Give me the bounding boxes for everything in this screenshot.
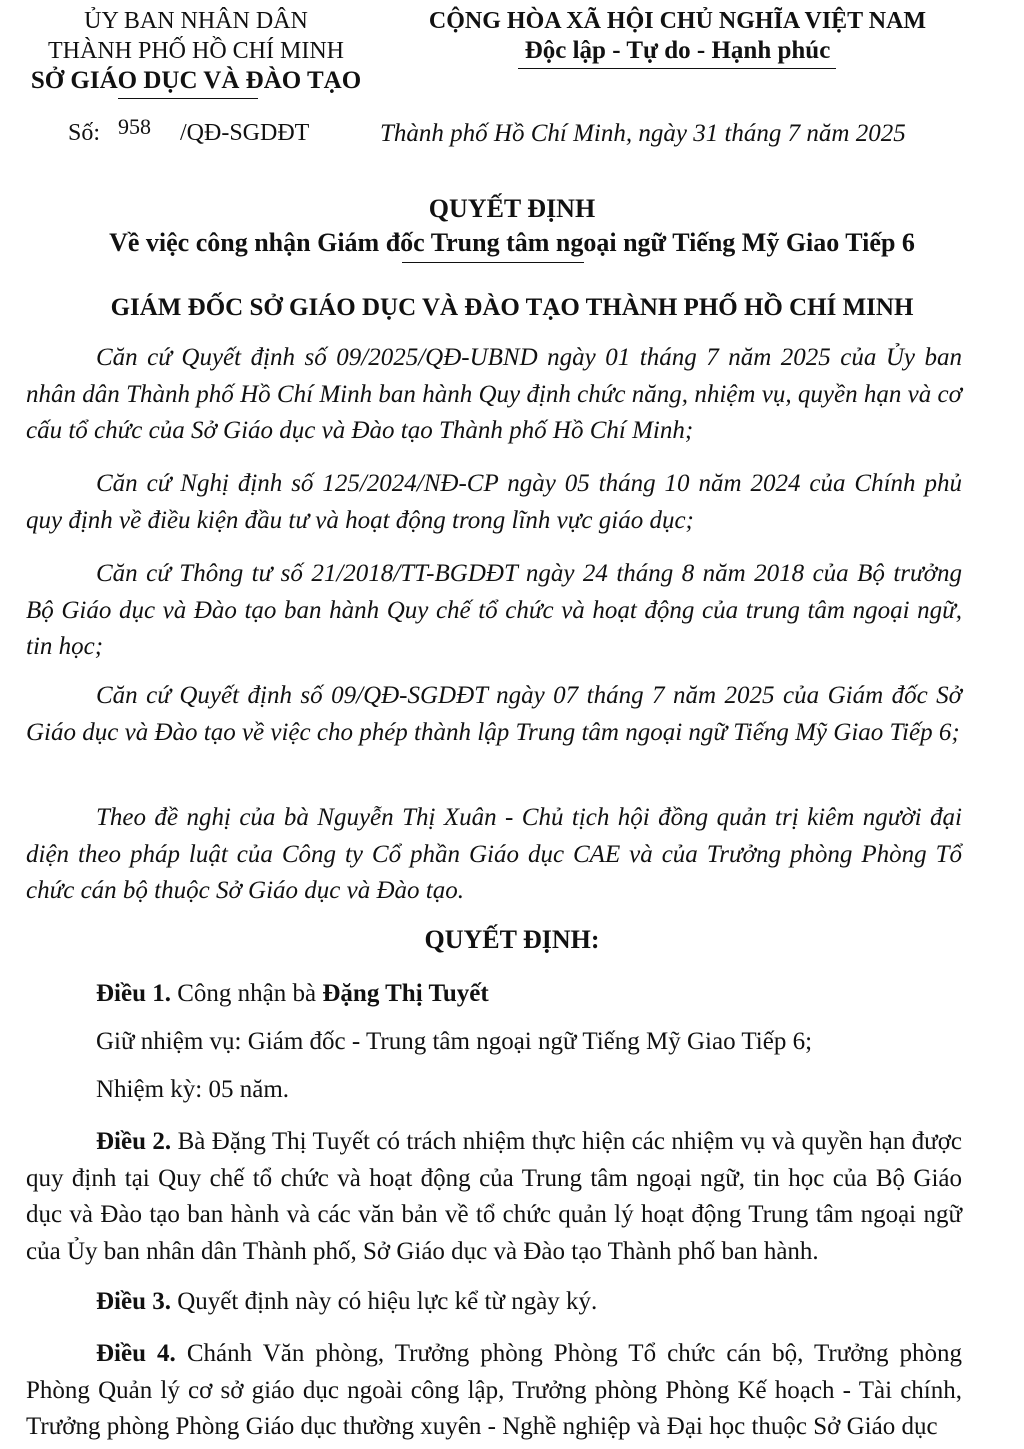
doc-subject: Về việc công nhận Giám đốc Trung tâm ngoại ngữ Tiếng Mỹ Giao Tiếp 6: [109, 228, 915, 257]
agency-underline: [118, 98, 258, 99]
article-4-label: Điều 4.: [96, 1340, 176, 1367]
issuing-agency: [20, 6, 372, 96]
preamble-1: Căn cứ Quyết định số 09/2025/QĐ-UBND ngày 01 tháng 7 năm 2025 của Ủy ban nhân dân Thành phố Hồ Chí Minh ban hành Quy định chức năng, nhiệm vụ, quyền hạn và cơ cấu tổ chức của Sở Giáo dục và Đào tạo Thành phố Hồ Chí Minh;: [26, 344, 962, 444]
motto-underline: [518, 68, 836, 69]
subject-underline: [402, 262, 584, 263]
article-2-text: Bà Đặng Thị Tuyết có trách nhiệm thực hiện các nhiệm vụ và quyền hạn được quy định tại Quy chế tổ chức và hoạt động của Trung tâm ngoại ngữ, tin học của Bộ Giáo dục và Đào tạo ban hành và các văn bản về tổ chức quản lý hoạt động Trung tâm ngoại ngữ của Ủy ban nhân dân Thành phố, Sở Giáo dục và Đào tạo Thành phố ban hành.: [26, 1128, 963, 1265]
authority-heading: GIÁM ĐỐC SỞ GIÁO DỤC VÀ ĐÀO TẠO THÀNH PHỐ HỒ CHÍ MINH: [110, 294, 914, 321]
doc-number: 958: [118, 114, 151, 139]
doc-number-prefix: Số:: [68, 120, 101, 146]
article-4-text: Chánh Văn phòng, Trưởng phòng Phòng Tổ chức cán bộ, Trưởng phòng Phòng Quản lý cơ sở giáo dục ngoài công lập, Trưởng phòng Phòng Kế hoạch - Tài chính, Trưởng phòng Phòng Giáo dục thường xuyên - Nghề nghiệp và Đại học thuộc Sở Giáo dục: [26, 1340, 963, 1440]
article-1-text: Công nhận bà: [177, 980, 317, 1007]
national-motto: [400, 6, 955, 66]
dateline: Thành phố Hồ Chí Minh, ngày 31 tháng 7 năm 2025: [380, 120, 906, 147]
decision-heading: QUYẾT ĐỊNH:: [424, 925, 600, 954]
appointee-name: Đặng Thị Tuyết: [322, 980, 489, 1007]
article-2: [26, 1124, 962, 1270]
article-3: [26, 1284, 962, 1321]
article-3-label: Điều 3.: [96, 1288, 171, 1315]
article-4: [26, 1336, 962, 1446]
doc-number-suffix: /QĐ-SGDĐT: [180, 120, 310, 146]
country-name: CỘNG HÒA XÃ HỘI CHỦ NGHĨA VIỆT NAM: [428, 8, 927, 34]
motto: Độc lập - Tự do - Hạnh phúc: [524, 37, 831, 64]
preamble-3: Căn cứ Thông tư số 21/2018/TT-BGDĐT ngày 24 tháng 8 năm 2018 của Bộ trưởng Bộ Giáo dục và Đào tạo ban hành Quy chế tổ chức và hoạt động của trung tâm ngoại ngữ, tin học;: [26, 560, 962, 660]
article-3-text: Quyết định này có hiệu lực kể từ ngày ký.: [177, 1288, 598, 1315]
agency-line-3: SỞ GIÁO DỤC VÀ ĐÀO TẠO: [30, 67, 362, 94]
agency-line-2: THÀNH PHỐ HỒ CHÍ MINH: [48, 38, 344, 64]
article-2-label: Điều 2.: [96, 1128, 172, 1155]
agency-line-1: ỦY BAN NHÂN DÂN: [84, 8, 308, 34]
article-1-label: Điều 1.: [96, 980, 171, 1007]
doc-type-title: QUYẾT ĐỊNH: [428, 194, 596, 223]
article-1-term: Nhiệm kỳ: 05 năm.: [96, 1076, 290, 1103]
preamble-2: Căn cứ Nghị định số 125/2024/NĐ-CP ngày 05 tháng 10 năm 2024 của Chính phủ quy định về điều kiện đầu tư và hoạt động trong lĩnh vực giáo dục;: [26, 470, 962, 534]
preamble-4: Căn cứ Quyết định số 09/QĐ-SGDĐT ngày 07 tháng 7 năm 2025 của Giám đốc Sở Giáo dục và Đào tạo về việc cho phép thành lập Trung tâm ngoại ngữ Tiếng Mỹ Giao Tiếp 6;: [26, 682, 962, 746]
preamble-5: Theo đề nghị của bà Nguyễn Thị Xuân - Chủ tịch hội đồng quản trị kiêm người đại diện theo pháp luật của Công ty Cổ phần Giáo dục CAE và của Trưởng phòng Phòng Tổ chức cán bộ thuộc Sở Giáo dục và Đào tạo.: [26, 804, 962, 904]
article-1: [26, 976, 962, 1013]
article-1-duty: Giữ nhiệm vụ: Giám đốc - Trung tâm ngoại ngữ Tiếng Mỹ Giao Tiếp 6;: [96, 1028, 813, 1055]
